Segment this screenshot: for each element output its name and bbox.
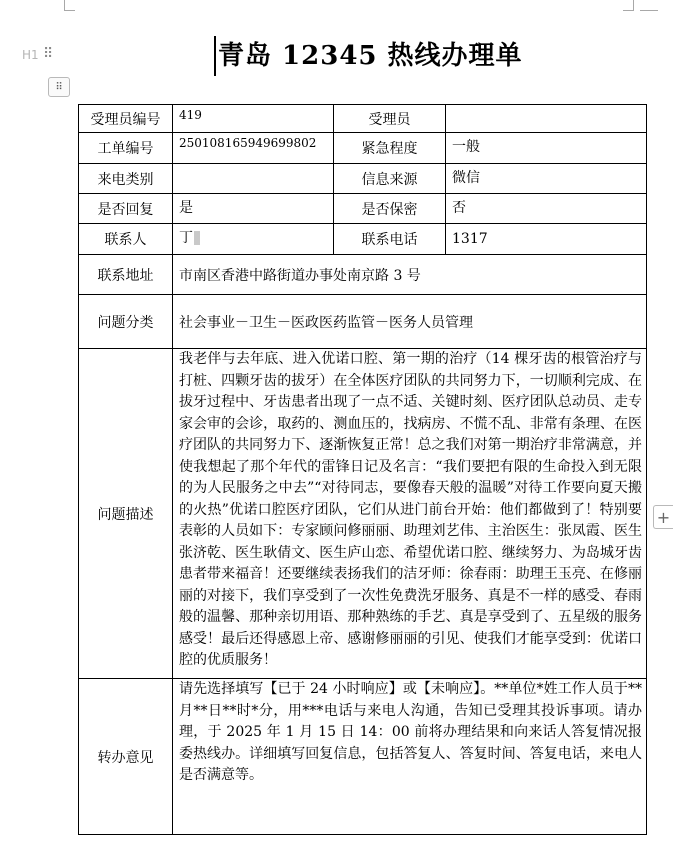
table-row: [79, 679, 647, 835]
page-corner-mark: [640, 0, 658, 11]
page-corner-mark: [623, 0, 634, 11]
contact-cell[interactable]: [173, 224, 334, 255]
ticket-no-label: 工单编号: [79, 133, 173, 164]
hotline-form-table: [78, 104, 647, 835]
page-corner-mark: [64, 0, 75, 11]
urgency-label: 紧急程度: [334, 133, 446, 164]
call-type-label: 来电类别: [79, 164, 173, 194]
category-label: 问题分类: [79, 295, 173, 349]
contact-label: 联系人: [79, 224, 173, 255]
opinion-label: 转办意见: [79, 679, 173, 835]
table-row: [79, 295, 647, 349]
ticket-no-value[interactable]: 250108165949699802: [173, 133, 334, 164]
agent-value[interactable]: [446, 105, 647, 133]
document-title[interactable]: 青岛 12345 热线办理单: [214, 36, 523, 76]
table-row: [79, 133, 647, 164]
table-row: [79, 349, 647, 679]
address-label: 联系地址: [79, 255, 173, 295]
opinion-value[interactable]: 请先选择填写【已于 24 小时响应】或【未响应】。**单位*姓工作人员于**月**日**时*分，用***电话与来电人沟通，告知已受理其投诉事项。请办理，于 2025 年 1 月 15 日 14：00 前将办理结果和向来话人答复情况报委热线办。详细填写回复信息，包括答复人、答复时间、答复电话，来电人是否满意等。: [173, 679, 647, 835]
confidential-value[interactable]: 否: [446, 194, 647, 224]
table-row: [79, 194, 647, 224]
address-value[interactable]: 市南区香港中路街道办事处南京路 3 号: [173, 255, 647, 295]
call-type-value[interactable]: [173, 164, 334, 194]
phone-label: 联系电话: [334, 224, 446, 255]
redacted-text: [194, 231, 200, 245]
table-row: [79, 224, 647, 255]
agent-id-value[interactable]: 419: [173, 105, 334, 133]
table-row: [79, 164, 647, 194]
drag-handle-icon[interactable]: ⠿: [43, 46, 52, 62]
confidential-label: 是否保密: [334, 194, 446, 224]
agent-id-label: 受理员编号: [79, 105, 173, 133]
need-reply-value[interactable]: 是: [173, 194, 334, 224]
contact-value: 丁: [179, 230, 193, 246]
need-reply-label: 是否回复: [79, 194, 173, 224]
heading-level-marker[interactable]: H1: [22, 48, 39, 62]
agent-label: 受理员: [334, 105, 446, 133]
table-handle-button[interactable]: [48, 77, 70, 97]
plus-icon: +: [656, 507, 671, 527]
urgency-value[interactable]: 一般: [446, 133, 647, 164]
phone-value[interactable]: 1317: [446, 224, 647, 255]
add-column-button[interactable]: [653, 505, 673, 529]
table-handle-icon: ⠿: [55, 81, 63, 93]
table-row: [79, 105, 647, 133]
info-source-value[interactable]: 微信: [446, 164, 647, 194]
description-value[interactable]: 我老伴与去年底、进入优诺口腔、第一期的治疗（14 棵牙齿的根管治疗与打桩、四颗牙齿的拔牙）在全体医疗团队的共同努力下，一切顺利完成、在拔牙过程中、牙齿患者出现了一点不适、关键时刻、医疗团队总动员、走专家会审的会诊，取药的、测血压的，找病房、不慌不乱、非常有条理、在医疗团队的共同努力下、逐渐恢复正常！总之我们对第一期治疗非常满意，并使我想起了那个年代的雷锋日记及名言：“我们要把有限的生命投入到无限的为人民服务之中去”“对待同志，要像春天般的温暖”对待工作要向夏天搬的火热”优诺口腔医疗团队，它们从进门前台开始：他们都做到了！特别要表彰的人员如下：专家顾问修丽丽、助理刘艺伟、主治医生：张凤霞、医生张济乾、医生耿倩文、医生庐山恋、希望优诺口腔、继续努力、为岛城牙齿患者带来福音！还要继续表扬我们的洁牙师：徐春雨：助理王玉亮、在修丽丽的对接下，我们享受到了一次性免费洗牙服务、真是不一样的感受、春雨般的温馨、那种亲切用语、那种熟练的手艺、真是享受到了、五星级的服务感受！最后还得感恩上帝、感谢修丽丽的引见、使我们才能享受到：优诺口腔的优质服务！: [173, 349, 647, 679]
category-value[interactable]: 社会事业－卫生－医政医药监管－医务人员管理: [173, 295, 647, 349]
description-label: 问题描述: [79, 349, 173, 679]
info-source-label: 信息来源: [334, 164, 446, 194]
table-row: [79, 255, 647, 295]
